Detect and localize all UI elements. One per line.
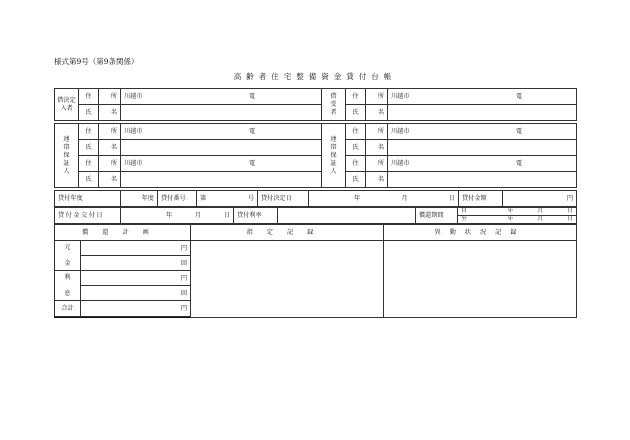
repayment-plan-block	[54, 224, 577, 318]
decision-date-label: 貸付決定日	[258, 191, 309, 207]
page-title: 高齢者住宅整備資金貸付台帳	[233, 72, 397, 81]
loan-info-block	[54, 190, 577, 207]
g-name-label-3b: 名	[99, 172, 121, 188]
g-address-label-4: 住	[346, 156, 366, 172]
borrower-address-field[interactable]: 川越市 電	[121, 89, 322, 105]
fiscal-year-label: 貸付年度	[55, 191, 121, 207]
designation-record-header: 指定記録	[191, 225, 384, 241]
address-label-1: 住	[79, 89, 99, 105]
principal-times-field[interactable]: 回	[81, 256, 191, 271]
borrower2-name-field[interactable]	[388, 105, 577, 121]
name-label-1b: 名	[99, 105, 121, 121]
change-record-header: 異動状況記録	[384, 225, 577, 241]
borrower-name-field[interactable]	[121, 105, 322, 121]
repay-period-label: 償還期間	[416, 208, 458, 224]
loan-number-field[interactable]: 第 号	[197, 191, 258, 207]
interest-label: 利 息	[55, 271, 81, 301]
repayment-plan-header: 償還計画	[55, 225, 191, 241]
g-name-label-3: 氏	[79, 172, 99, 188]
guarantor3-address-field[interactable]: 川越市 電	[388, 124, 577, 140]
g-address-label-2: 住	[346, 124, 366, 140]
total-yen-field[interactable]: 円	[81, 301, 191, 317]
guarantor3-name-field[interactable]	[388, 140, 577, 156]
loan-number-label: 貸付番号	[158, 191, 197, 207]
interest-rate-field[interactable]	[278, 208, 416, 224]
g-address-label-1: 住	[79, 124, 99, 140]
address-label-2: 住	[346, 89, 366, 105]
repay-to-field[interactable]: 至 年 月 日	[458, 216, 577, 224]
fiscal-year-field[interactable]: 年度	[121, 191, 158, 207]
g-address-label-4b: 所	[366, 156, 388, 172]
guarantor4-address-field[interactable]: 川越市 電	[388, 156, 577, 172]
ledger-sheet	[54, 86, 576, 318]
g-address-label-2b: 所	[366, 124, 388, 140]
g-name-label-4: 氏	[346, 172, 366, 188]
g-name-label-2b: 名	[366, 140, 388, 156]
interest-times-field[interactable]: 回	[81, 286, 191, 301]
g-address-label-3: 住	[79, 156, 99, 172]
address-label-1b: 所	[99, 89, 121, 105]
g-name-label-2: 氏	[346, 140, 366, 156]
guarantor-block	[54, 123, 577, 188]
designation-record-area[interactable]	[191, 241, 384, 318]
spacer	[55, 317, 191, 318]
loan-amount-field[interactable]: 円	[503, 191, 577, 207]
g-name-label-1b: 名	[99, 140, 121, 156]
loan-amount-label: 貸付金額	[459, 191, 503, 207]
principal-label: 元 金	[55, 241, 81, 271]
name-label-2: 氏	[346, 105, 366, 121]
g-address-label-1b: 所	[99, 124, 121, 140]
guarantor1-name-field[interactable]	[121, 140, 322, 156]
delivery-date-field[interactable]: 年 月 日	[121, 208, 234, 224]
name-label-2b: 名	[366, 105, 388, 121]
g-name-label-1: 氏	[79, 140, 99, 156]
interest-yen-field[interactable]: 円	[81, 271, 191, 286]
guarantor1-address-field[interactable]: 川越市 電	[121, 124, 322, 140]
guarantor-label-left: 連 帯 保 証 人	[55, 124, 79, 188]
borrower-decided-label: 借決定 入者	[55, 89, 79, 121]
repay-from-field[interactable]: 自 年 月 日	[458, 208, 577, 216]
total-label: 合計	[55, 301, 81, 317]
loan-delivery-block	[54, 207, 577, 224]
form-number: 様式第9号（第9条関係）	[54, 57, 139, 66]
guarantor2-address-field[interactable]: 川越市 電	[121, 156, 322, 172]
name-label-1: 氏	[79, 105, 99, 121]
delivery-date-label: 貸付金交付日	[55, 208, 121, 224]
address-label-2b: 所	[366, 89, 388, 105]
guarantor4-name-field[interactable]	[388, 172, 577, 188]
decision-date-field[interactable]: 年 月 日	[309, 191, 459, 207]
change-record-area[interactable]	[384, 241, 577, 318]
guarantor2-name-field[interactable]	[121, 172, 322, 188]
g-name-label-4b: 名	[366, 172, 388, 188]
borrower-label: 借 受 者	[322, 89, 346, 121]
borrower-block	[54, 88, 577, 121]
borrower2-address-field[interactable]: 川越市 電	[388, 89, 577, 105]
guarantor-label-right: 連 帯 保 証 人	[322, 124, 346, 188]
principal-yen-field[interactable]: 円	[81, 241, 191, 256]
g-address-label-3b: 所	[99, 156, 121, 172]
interest-rate-label: 貸付利率	[234, 208, 278, 224]
